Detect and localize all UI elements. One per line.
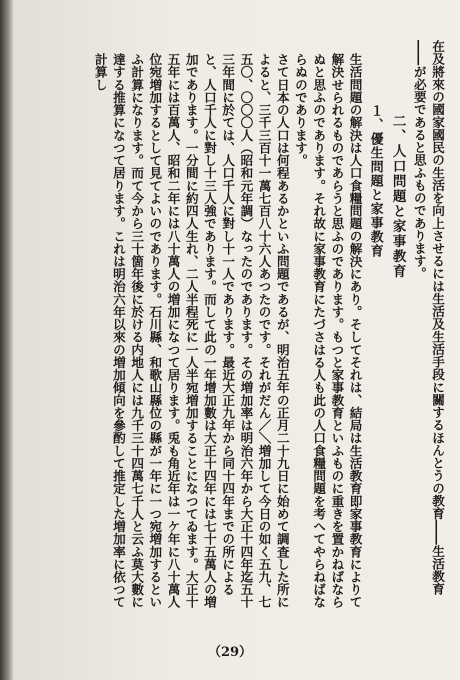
intro-paragraph: 在及將來の國家國民の生活を向上させるには生活及生活手段に關するほんとうの教育――生活教育――が必要であると思ふものであります。 [411,40,445,596]
subsection-heading: １、優生問題と家事教育 [367,104,383,258]
vertical-body-text [16,40,446,615]
paragraph-population-statistics: さて日本の人口は何程あるかといふ問題であるが、明治五年の正月二十九日に始めて調査した所によると、三千三百十一萬七百八十六人あつたのです。それがだん／＼増加して今日の如く五九、七五〇、〇〇〇人（昭和元年調）なったのであります。その増加率は明治六年から大正十四年迄五十三年間に於ては、人口千人に對し十一人であります。最近大正九年から同十四年までの所によると、人口千人に對し十三人強であります。而して此の一年增加數は大正十四年には七十五萬人の増加であります。一分間に約四人生れ、二人半程死に一人半宛増加することになつてゐます。大正十五年には百萬人、昭和二年には八十萬人の増加になつて居ります。兎も角近年は一ケ年に八十萬人位宛増加するとして見てよいのであります。石川縣、和歌山縣位の縣が一年に一つ宛増加するといふ計算になります。而て今から三十箇年後に於ける内地人には九千三十四萬七千人と云ふ莫大數に達する推算になつて居ります。これは明治六年以來の増加傾向を參酌して推定した増加率に依つて計算し [92,53,290,609]
page-gutter-shadow [0,0,14,680]
section-heading: 二、人口問題と家事教育 [389,114,406,279]
paragraph-population-problem: 生活問題の解決は人口食糧問題の解決にあり。そしてそれは、結局は生活教育即家事教育によりて解決せられるものであらうと思ふのであります。もつと家事教育といふものに重きを置かねばならぬと思ふのであります。それ故に家事教育にたづさはる人も此の人口食糧問題を考へてやらねばならぬのであります。 [292,53,363,609]
page-number: （29） [207,645,253,660]
